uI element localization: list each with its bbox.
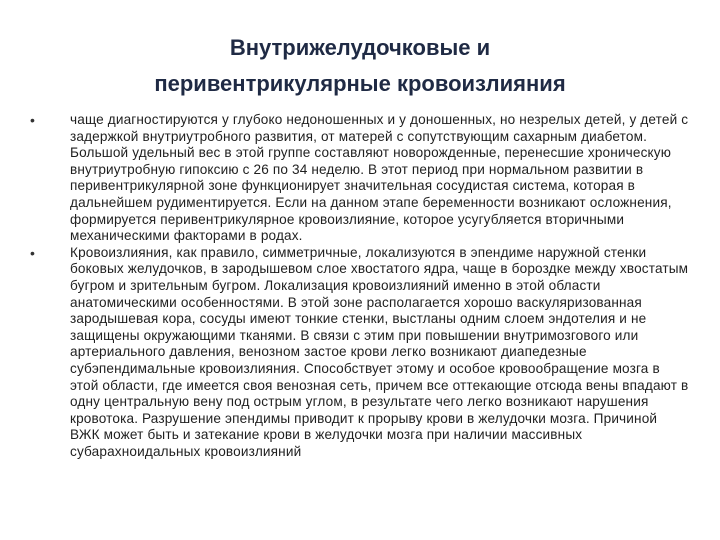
slide-title-line-1: Внутрижелудочковые и [229, 35, 491, 60]
paragraph-text-1: чаще диагностируются у глубоко недоношенных и у доношенных, но незрелых детей, у детей с задержкой внутриутробного развития, от матерей с сопутствующим сахарным диабетом. Большой удельный вес в этой группе составляют новорожденные, перенесшие хроническую внутриутробную гипоксию с 26 по 34 неделю. В этот период при нормальном развитии в перивентрикулярной зоне функционирует значительная сосудистая система, которая в дальнейшем рудиментируется. Если на данном этапе беременности возникают осложнения, формируется перивентрикулярное кровоизлияние, которое усугубляется вторичными механическими факторами в родах. [70, 112, 689, 244]
paragraph-text-2: Кровоизлияния, как правило, симметричные, локализуются в эпендиме наружной стенки боковых желудочков, в зародышевом слое хвостатого ядра, чаще в бороздке между хвостатым бугром и зрительным бугром. Локализация кровоизлияний именно в этой области анатомическими особенностями. В этой зоне располагается хорошо васкуляризованная зародышевая кора, сосуды имеют тонкие стенки, выстланы одним слоем эндотелия и не защищены окружающими тканями. В связи с этим при повышении внутримозгового или артериального давления, венозном застое крови легко возникают диапедезные субэпендимальные кровоизлияния. Способствует этому и особое кровообращение мозга в этой области, где имеется своя венозная сеть, причем все оттекающие отсюда вены впадают в одну центральную вену под острым углом, в результате чего легко возникают нарушения кровотока. Разрушение эпендимы приводит к прорыву крови в желудочки мозга. Причиной ВЖК может быть и затекание крови в желудочки мозга при наличии массивных субарахноидальных кровоизлияний [70, 244, 689, 459]
bullet-marker: • [30, 244, 36, 261]
bullet-item-1 [30, 112, 690, 245]
slide-title-line-2: перивентрикулярные кровоизлияния [154, 71, 566, 96]
bullet-marker: • [30, 112, 36, 128]
slide-title [40, 30, 680, 102]
bullet-item-2 [30, 245, 690, 461]
bullet-list [30, 112, 690, 460]
